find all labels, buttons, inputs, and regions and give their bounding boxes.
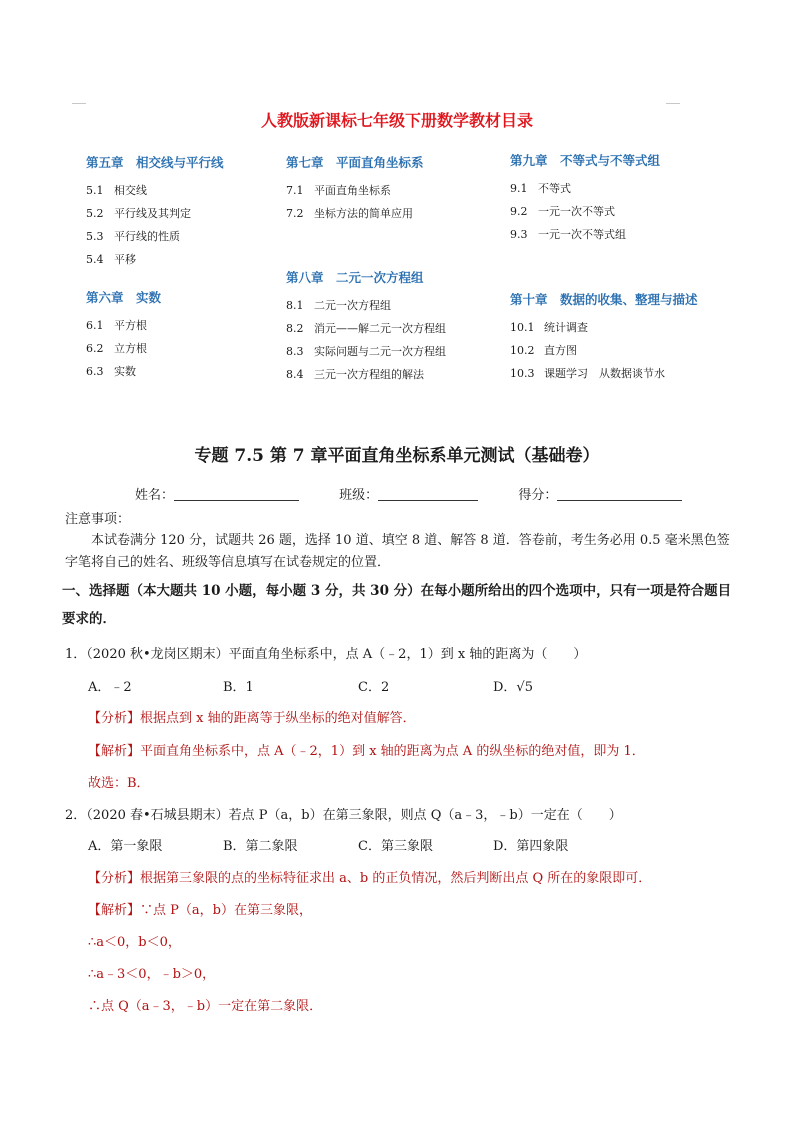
exam-title: 专题 7.5 第 7 章平面直角坐标系单元测试（基础卷） [194, 446, 600, 466]
analysis-text: 根据点到 x 轴的距离等于纵坐标的绝对值解答． [140, 711, 416, 726]
analysis-tag: 【分析】 [88, 871, 141, 886]
question-1-options [88, 676, 628, 695]
question-1-stem: 1．（2020 秋•龙岗区期末）平面直角坐标系中，点 A（﹣2，1）到 x 轴的距离为（ ） [65, 647, 587, 662]
toc-column-3 [510, 151, 660, 251]
option-b[interactable]: B．第二象限 [223, 839, 298, 854]
name-label: 姓名： [135, 488, 175, 503]
solution-text: ∵点 P（a，b）在第三象限， [140, 903, 312, 918]
class-field[interactable] [378, 488, 478, 501]
solution-step: ∴a＜0，b＜0， [88, 935, 181, 950]
question-1-solution [88, 740, 645, 759]
solution-text: 平面直角坐标系中，点 A（﹣2，1）到 x 轴的距离为点 A 的纵坐标的绝对值，即为 1． [140, 744, 645, 759]
analysis-tag: 【分析】 [88, 711, 141, 726]
toc-section: 8.4 三元一次方程组的解法 [286, 368, 424, 381]
toc-section: 7.1 平面直角坐标系 [286, 184, 391, 197]
page-corner-mark [666, 103, 680, 104]
option-d[interactable]: D．√5 [493, 680, 533, 695]
solution-step: ∴点 Q（a﹣3，﹣b）一定在第二象限． [88, 999, 323, 1014]
toc-column-1b [86, 288, 161, 388]
toc-section: 9.2 一元一次不等式 [510, 205, 615, 218]
chapter-9-heading: 第九章 不等式与不等式组 [510, 153, 661, 168]
page-corner-mark [72, 103, 86, 104]
option-d[interactable]: D．第四象限 [493, 839, 569, 854]
toc-section: 5.3 平行线的性质 [86, 230, 180, 243]
notice-heading: 注意事项： [65, 512, 131, 527]
toc-section: 5.4 平移 [86, 253, 136, 266]
chapter-7-heading: 第七章 平面直角坐标系 [286, 155, 424, 170]
toc-title: 人教版新课标七年级下册数学教材目录 [260, 111, 533, 130]
score-label: 得分： [518, 488, 558, 503]
toc-section: 10.1 统计调查 [510, 321, 588, 334]
chapter-10-heading: 第十章 数据的收集、整理与描述 [510, 292, 698, 307]
question-1-answer: 故选：B． [88, 776, 150, 791]
solution-tag: 【解析】 [88, 903, 141, 918]
solution-step: ∴a﹣3＜0，﹣b＞0， [88, 967, 216, 982]
section-heading: 一、选择题（本大题共 10 小题，每小题 3 分，共 30 分）在每小题所给出的四个选项中，只有一项是符合题目要求的． [62, 583, 732, 627]
toc-section: 7.2 坐标方法的简单应用 [286, 207, 413, 220]
score-field[interactable] [557, 488, 682, 501]
toc-column-2 [286, 153, 424, 230]
toc-section: 5.1 相交线 [86, 184, 147, 197]
toc-section: 6.1 平方根 [86, 319, 147, 332]
notice-body: 本试卷满分 120 分，试题共 26 题，选择 10 道、填空 8 道、解答 8 道．答卷前，考生务必用 0.5 毫米黑色签字笔将自己的姓名、班级等信息填写在试卷规定的位置． [65, 533, 730, 570]
option-c[interactable]: C．第三象限 [358, 839, 433, 854]
class-label: 班级： [339, 488, 379, 503]
question-2-analysis [88, 867, 651, 886]
question-2-options [88, 835, 628, 854]
option-b[interactable]: B．1 [223, 680, 254, 695]
solution-tag: 【解析】 [88, 744, 141, 759]
chapter-8-heading: 第八章 二元一次方程组 [286, 270, 424, 285]
toc-section: 8.3 实际问题与二元一次方程组 [286, 345, 446, 358]
student-info-row [135, 484, 682, 503]
chapter-6-heading: 第六章 实数 [86, 290, 162, 305]
toc-section: 8.2 消元——解二元一次方程组 [286, 322, 446, 335]
chapter-5-heading: 第五章 相交线与平行线 [86, 155, 224, 170]
question-1-analysis [88, 707, 416, 726]
toc-column-3b [510, 290, 698, 390]
option-a[interactable]: A．第一象限 [88, 839, 163, 854]
toc-section: 10.3 课题学习 从数据谈节水 [510, 367, 665, 380]
toc-column-2b [286, 268, 446, 391]
toc-section: 6.2 立方根 [86, 342, 147, 355]
analysis-text: 根据第三象限的点的坐标特征求出 a、b 的正负情况，然后判断出点 Q 所在的象限即可． [140, 871, 652, 886]
toc-section: 8.1 二元一次方程组 [286, 299, 391, 312]
question-2-solution [88, 899, 312, 918]
question-2-stem: 2．（2020 春•石城县期末）若点 P（a，b）在第三象限，则点 Q（a﹣3，﹣b）一定在（ ） [65, 808, 622, 823]
toc-section: 9.1 不等式 [510, 182, 571, 195]
toc-section: 9.3 一元一次不等式组 [510, 228, 626, 241]
toc-column-1 [86, 153, 224, 276]
option-a[interactable]: A．﹣2 [88, 680, 132, 695]
toc-section: 5.2 平行线及其判定 [86, 207, 191, 220]
option-c[interactable]: C．2 [358, 680, 390, 695]
toc-section: 6.3 实数 [86, 365, 136, 378]
toc-section: 10.2 直方图 [510, 344, 577, 357]
name-field[interactable] [174, 488, 299, 501]
